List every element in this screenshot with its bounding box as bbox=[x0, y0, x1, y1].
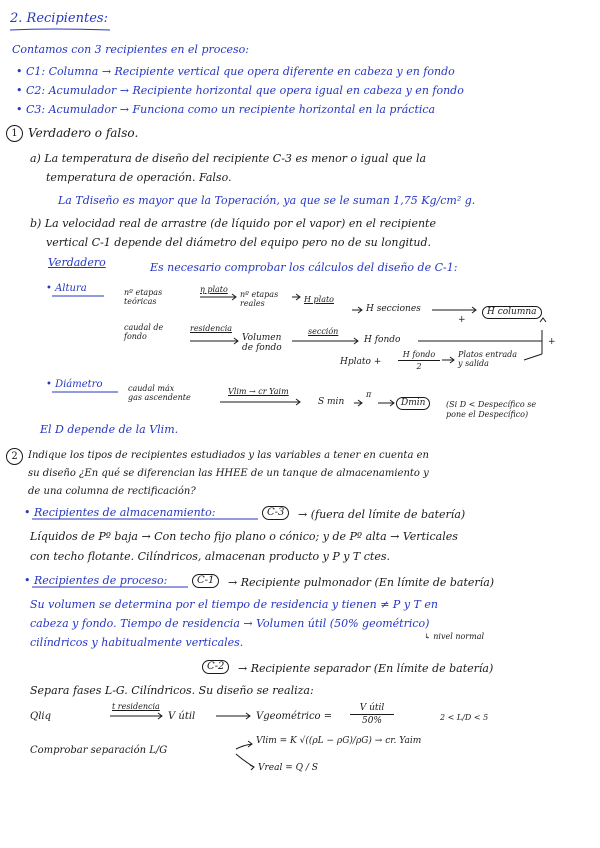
almacenamiento-line-1: Líquidos de Pº baja → Con techo fijo plano o cónico; y de Pº alta → Verticales bbox=[30, 530, 458, 543]
q2-line-2: su diseño ¿En qué se diferencian las HHEE de un tanque de almacenamiento y bbox=[28, 468, 429, 479]
altura-h-plato: H plato bbox=[304, 295, 334, 304]
bullet-c1: • C1: Columna → Recipiente vertical que opera diferente en cabeza y en fondo bbox=[16, 65, 455, 78]
q1b-line-1: b) La velocidad real de arrastre (de líquido por el vapor) en el recipiente bbox=[30, 217, 436, 230]
altura-platos-entrada: Platos entrada y salida bbox=[458, 350, 517, 369]
diametro-vlim: Vlim → cr Yaim bbox=[228, 387, 289, 396]
vlim-formula: Vlim = K √((ρL − ρG)/ρG) → cr. Yaim bbox=[256, 736, 422, 746]
proceso-line-2: cabeza y fondo. Tiempo de residencia → Volumen útil (50% geométrico) bbox=[30, 617, 430, 630]
bullet-c3: • C3: Acumulador → Funciona como un recipiente horizontal en la práctica bbox=[16, 103, 436, 116]
nivel-normal-note: ↳ nivel normal bbox=[424, 632, 485, 641]
question-1-title: Verdadero o falso. bbox=[28, 126, 139, 140]
question-1-number: 1 bbox=[6, 125, 23, 142]
q2-line-1: Indique los tipos de recipientes estudiados y las variables a tener en cuenta en bbox=[28, 450, 429, 461]
q1b-answer-note: Es necesario comprobar los cálculos del diseño de C-1: bbox=[150, 261, 458, 274]
altura-label: • Altura bbox=[46, 283, 87, 294]
q1b-line-2: vertical C-1 depende del diámetro del equipo pero no de su longitud. bbox=[46, 236, 432, 249]
almacenamiento-note: → (fuera del límite de batería) bbox=[298, 508, 466, 521]
altura-fraction-den: 2 bbox=[416, 362, 422, 371]
question-2-number: 2 bbox=[6, 448, 23, 465]
q1a-line-2: temperatura de operación. Falso. bbox=[46, 171, 232, 184]
diametro-smin: S min bbox=[318, 397, 345, 407]
proceso-note: → Recipiente pulmonador (En límite de batería) bbox=[228, 576, 495, 589]
almacenamiento-tag: C-3 bbox=[262, 506, 289, 520]
altura-residencia: residencia bbox=[190, 324, 233, 333]
formula-qliq: Qliq bbox=[30, 711, 51, 722]
formula-residencia: t residencia bbox=[112, 702, 160, 711]
altura-hplato: Hplato + bbox=[340, 357, 382, 367]
altura-fraction bbox=[398, 350, 440, 371]
q1b-answer-verdadero: Verdadero bbox=[48, 256, 106, 269]
page-heading: 2. Recipientes: bbox=[10, 11, 108, 26]
altura-n-plato: η plato bbox=[200, 285, 228, 294]
q1a-answer: La Tdiseño es mayor que la Toperación, ya que se le suman 1,75 Kg/cm² g. bbox=[58, 194, 476, 207]
proceso-line-1: Su volumen se determina por el tiempo de residencia y tienen ≠ P y T en bbox=[30, 598, 438, 611]
bullet-c2: • C2: Acumulador → Recipiente horizontal que opera igual en cabeza y en fondo bbox=[16, 84, 464, 97]
altura-seccion: sección bbox=[308, 327, 339, 336]
proceso-tag: C-1 bbox=[192, 574, 219, 588]
q1-conclusion: El D depende de la Vlim. bbox=[40, 423, 179, 436]
diametro-dmin: Dmin bbox=[396, 397, 430, 410]
almacenamiento-line-2: con techo flotante. Cilíndricos, almacenan producto y P y T ctes. bbox=[30, 550, 390, 563]
formula-ratio: 2 < L/D < 5 bbox=[440, 713, 489, 722]
q1a-line-1: a) La temperatura de diseño del recipiente C-3 es menor o igual que la bbox=[30, 152, 427, 165]
q2-line-3: de una columna de rectificación? bbox=[28, 486, 196, 497]
almacenamiento-label: • Recipientes de almacenamiento: bbox=[24, 506, 216, 519]
formula-fraction-den: 50% bbox=[361, 716, 382, 726]
altura-n-etapas-teoricas: nº etapas teóricas bbox=[124, 288, 163, 307]
intro-text: Contamos con 3 recipientes en el proceso: bbox=[12, 43, 250, 56]
altura-caudal-fondo: caudal de fondo bbox=[124, 323, 164, 342]
formula-fraction bbox=[350, 703, 394, 726]
diametro-label: • Diámetro bbox=[46, 379, 103, 390]
formula-vutil: V útil bbox=[168, 711, 196, 722]
altura-volumen-fondo: Volumen de fondo bbox=[242, 333, 282, 353]
c2-tag: C-2 bbox=[202, 660, 229, 674]
vreal-formula: Vreal = Q / S bbox=[258, 763, 318, 773]
altura-h-columna: H columna bbox=[482, 306, 542, 319]
altura-plus-1: + bbox=[458, 315, 466, 325]
comprobar-text: Comprobar separación L/G bbox=[30, 745, 168, 756]
diametro-pi: π bbox=[366, 390, 372, 399]
separa-text: Separa fases L-G. Cilíndricos. Su diseño se realiza: bbox=[30, 684, 314, 697]
proceso-line-3: cilíndricos y habitualmente verticales. bbox=[30, 636, 244, 649]
altura-h-fondo: H fondo bbox=[364, 335, 401, 345]
diametro-note: (Si D < Despecífico se pone el Despecífico) bbox=[446, 400, 537, 419]
c2-note: → Recipiente separador (En límite de batería) bbox=[238, 662, 494, 675]
formula-fraction-num: V útil bbox=[350, 703, 394, 715]
altura-fraction-num: H fondo bbox=[398, 350, 440, 361]
formula-vgeo: Vgeométrico = bbox=[256, 711, 333, 722]
diametro-caudal: caudal máx gas ascendente bbox=[128, 384, 191, 403]
altura-h-secciones: H secciones bbox=[366, 304, 421, 314]
altura-plus-2: + bbox=[548, 337, 556, 347]
proceso-label: • Recipientes de proceso: bbox=[24, 574, 168, 587]
altura-n-etapas-reales: nº etapas reales bbox=[240, 290, 279, 309]
